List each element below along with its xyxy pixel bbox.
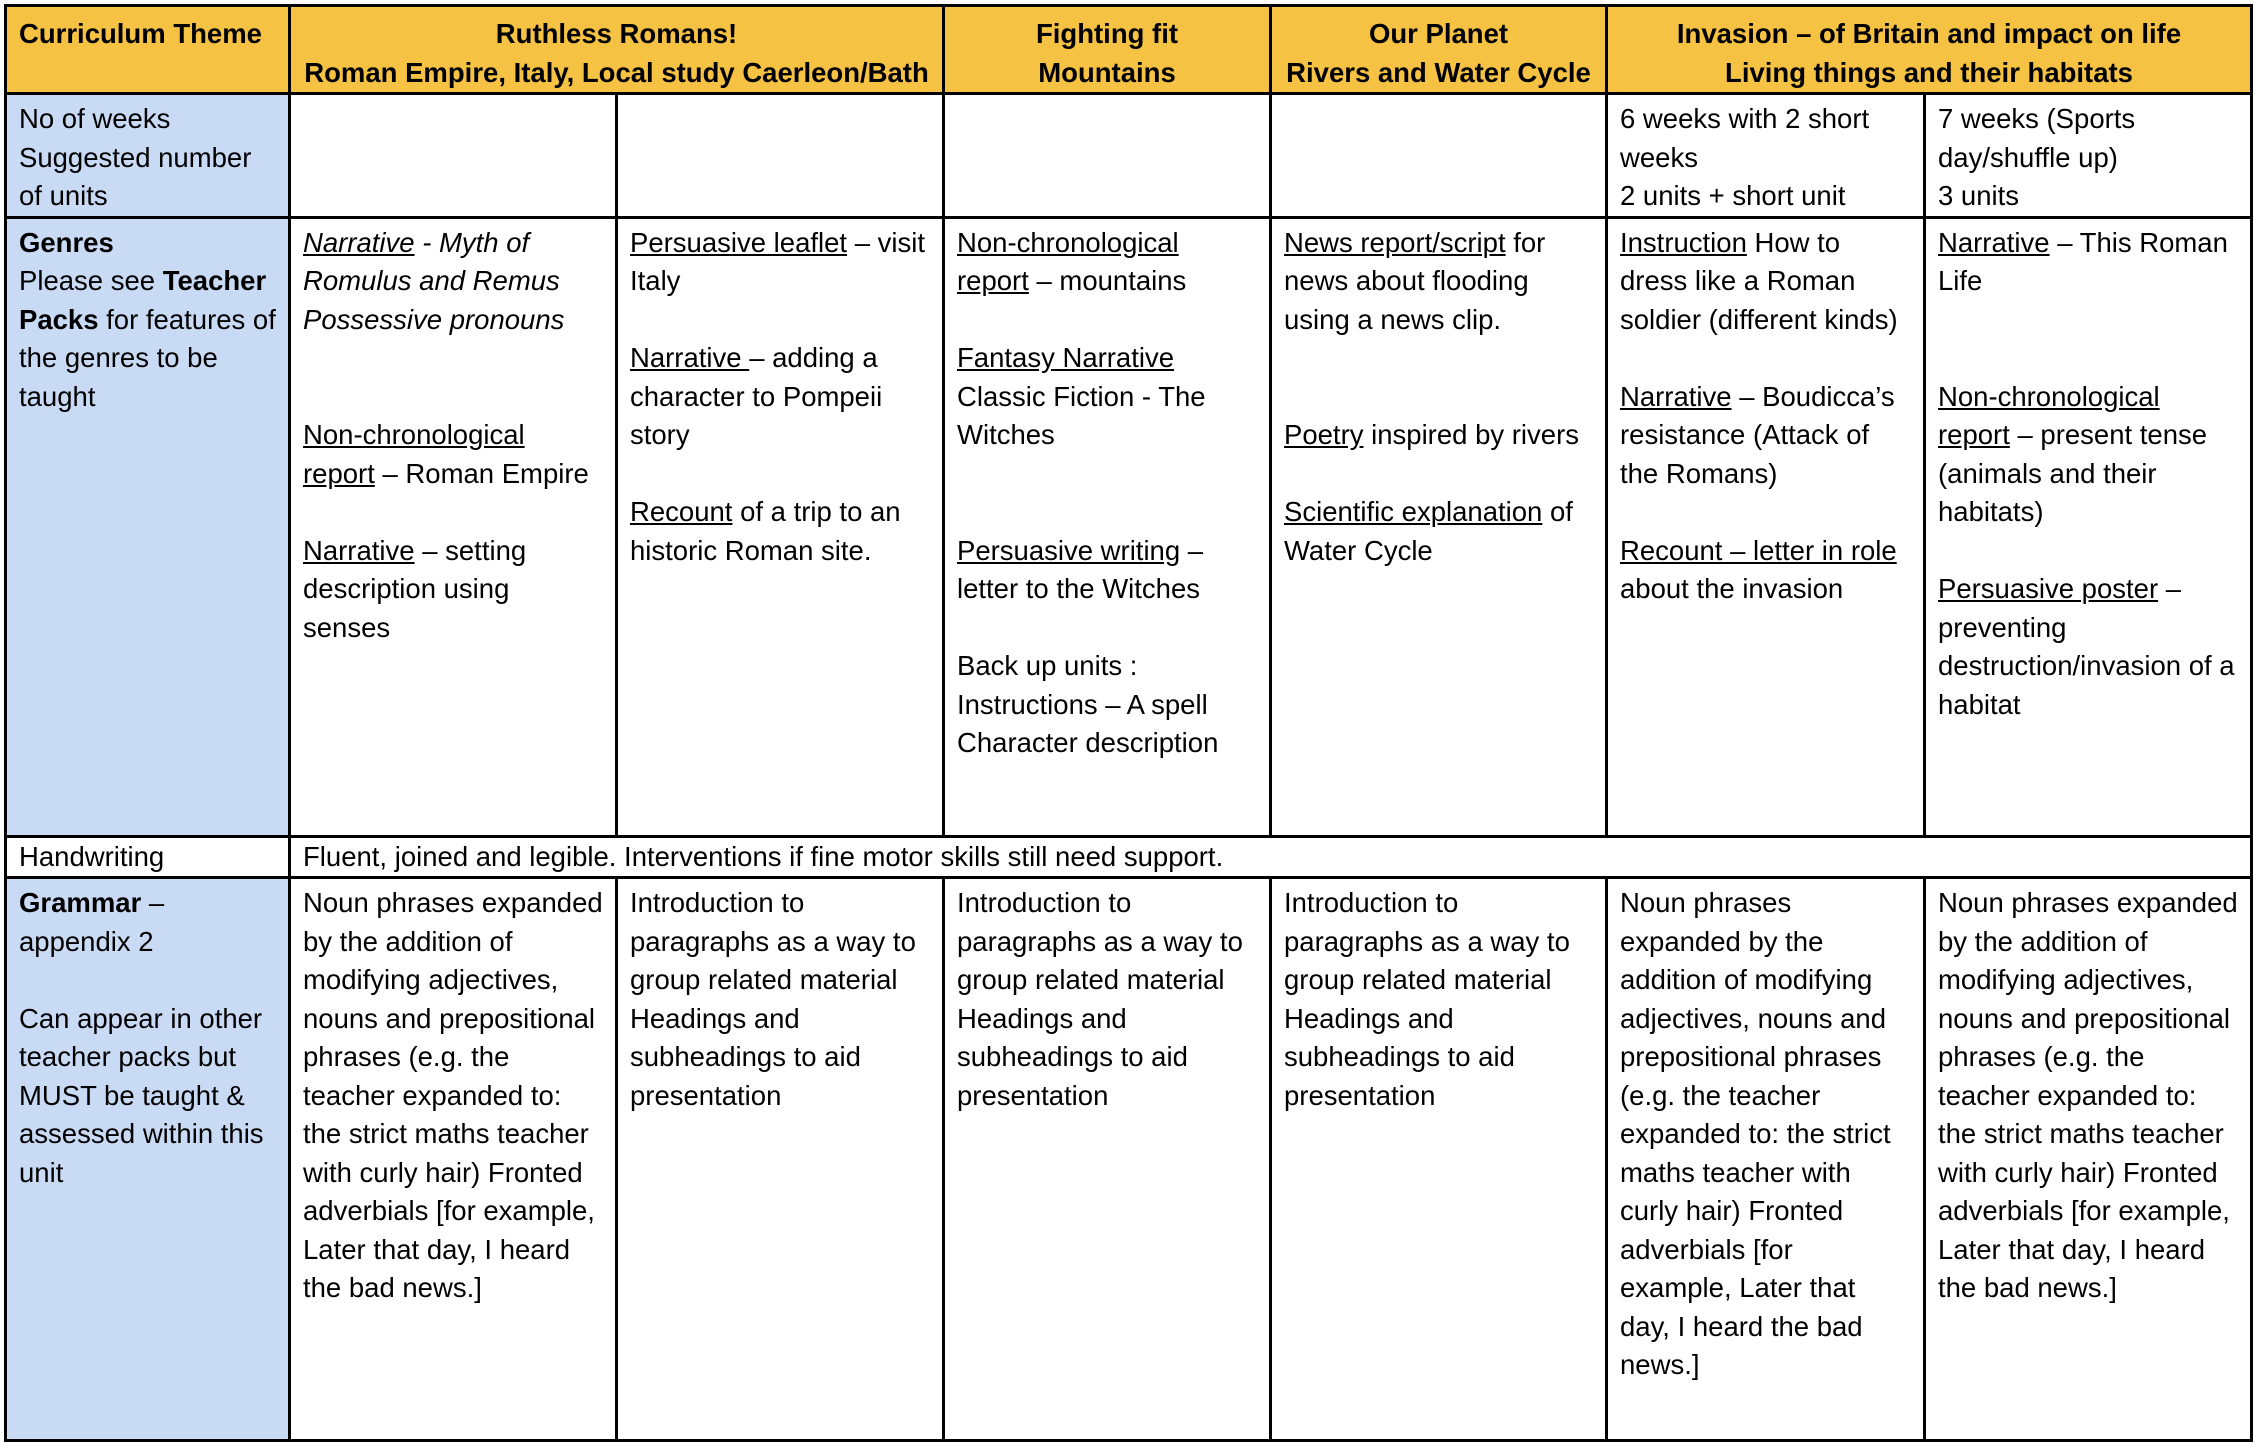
grammar-row xyxy=(6,878,2252,1441)
grammar-cell-our-planet: Introduction to paragraphs as a way to group related material Headings and subheadings to aid presentation xyxy=(1271,878,1607,1441)
grammar-cell-invasion-1: Noun phrases expanded by the addition of modifying adjectives, nouns and prepositional phrases (e.g. the teacher expanded to: the strict maths teacher with curly hair) Fronted adverbials [for example, Later that day, I heard the bad news.] xyxy=(1607,878,1925,1441)
theme-subtitle: Rivers and Water Cycle xyxy=(1286,56,1591,88)
theme-title: Our Planet xyxy=(1368,18,1509,49)
theme-ruthless-romans xyxy=(290,6,944,94)
grammar-cell-invasion-2: Noun phrases expanded by the addition of modifying adjectives, nouns and prepositional phrases (e.g. the teacher expanded to: the strict maths teacher with curly hair) Fronted adverbials [for example, Later that day, I heard the bad news.] xyxy=(1925,878,2252,1441)
genres-cell-invasion-1: Instruction How to dress like a Roman soldier (different kinds) Narrative – Boudicca’s resistance (Attack of the Romans) Recount – letter in role about the invasion xyxy=(1607,217,1925,836)
genres-cell-our-planet: News report/script for news about flooding using a news clip. Poetry inspired by rivers Scientific explanation of Water Cycle xyxy=(1271,217,1607,836)
genres-cell-invasion-2: Narrative – This Roman Life Non-chronological report – present tense (animals and their habitats) Persuasive poster – preventing destruction/invasion of a habitat xyxy=(1925,217,2252,836)
theme-fighting-fit xyxy=(944,6,1271,94)
grammar-label: Grammar – appendix 2 Can appear in other teacher packs but MUST be taught & assessed within this unit xyxy=(6,878,290,1441)
genres-label: Genres Please see Teacher Packs for features of the genres to be taught xyxy=(6,217,290,836)
weeks-cell-empty xyxy=(1271,94,1607,218)
theme-subtitle: Living things and their habitats xyxy=(1725,56,2133,88)
header-row xyxy=(6,6,2252,94)
curriculum-theme-label: Curriculum Theme xyxy=(6,6,290,94)
curriculum-table xyxy=(4,4,2253,1442)
handwriting-row xyxy=(6,836,2252,878)
weeks-cell-invasion-2: 7 weeks (Sports day/shuffle up) 3 units xyxy=(1925,94,2252,218)
grammar-cell-fighting-fit: Introduction to paragraphs as a way to group related material Headings and subheadings to aid presentation xyxy=(944,878,1271,1441)
handwriting-text: Fluent, joined and legible. Interventions if fine motor skills still need support. xyxy=(290,836,2252,878)
genres-cell-fighting-fit: Non-chronological report – mountains Fantasy Narrative Classic Fiction - The Witches Persuasive writing – letter to the Witches Back up units : Instructions – A spell Character description xyxy=(944,217,1271,836)
theme-invasion xyxy=(1607,6,2252,94)
weeks-cell-empty xyxy=(944,94,1271,218)
grammar-cell-romans-1: Noun phrases expanded by the addition of modifying adjectives, nouns and prepositional phrases (e.g. the teacher expanded to: the strict maths teacher with curly hair) Fronted adverbials [for example, Later that day, I heard the bad news.] xyxy=(290,878,617,1441)
theme-our-planet xyxy=(1271,6,1607,94)
weeks-cell-invasion-1: 6 weeks with 2 short weeks 2 units + short unit xyxy=(1607,94,1925,218)
genres-cell-romans-2: Persuasive leaflet – visit Italy Narrative – adding a character to Pompeii story Recount of a trip to an historic Roman site. xyxy=(617,217,944,836)
weeks-label: No of weeks Suggested number of units xyxy=(6,94,290,218)
theme-title: Ruthless Romans! xyxy=(495,18,738,49)
theme-title: Invasion – of Britain and impact on life xyxy=(1676,18,2182,49)
genres-row xyxy=(6,217,2252,836)
weeks-row xyxy=(6,94,2252,218)
handwriting-label: Handwriting xyxy=(6,836,290,878)
weeks-cell-empty xyxy=(290,94,617,218)
theme-subtitle: Mountains xyxy=(1038,56,1176,88)
theme-subtitle: Roman Empire, Italy, Local study Caerleon/Bath xyxy=(304,56,929,88)
genres-cell-romans-1: Narrative - Myth of Romulus and Remus Possessive pronouns Non-chronological report – Roman Empire Narrative – setting description using senses xyxy=(290,217,617,836)
weeks-cell-empty xyxy=(617,94,944,218)
grammar-cell-romans-2: Introduction to paragraphs as a way to group related material Headings and subheadings to aid presentation xyxy=(617,878,944,1441)
theme-title: Fighting fit xyxy=(1035,18,1179,49)
